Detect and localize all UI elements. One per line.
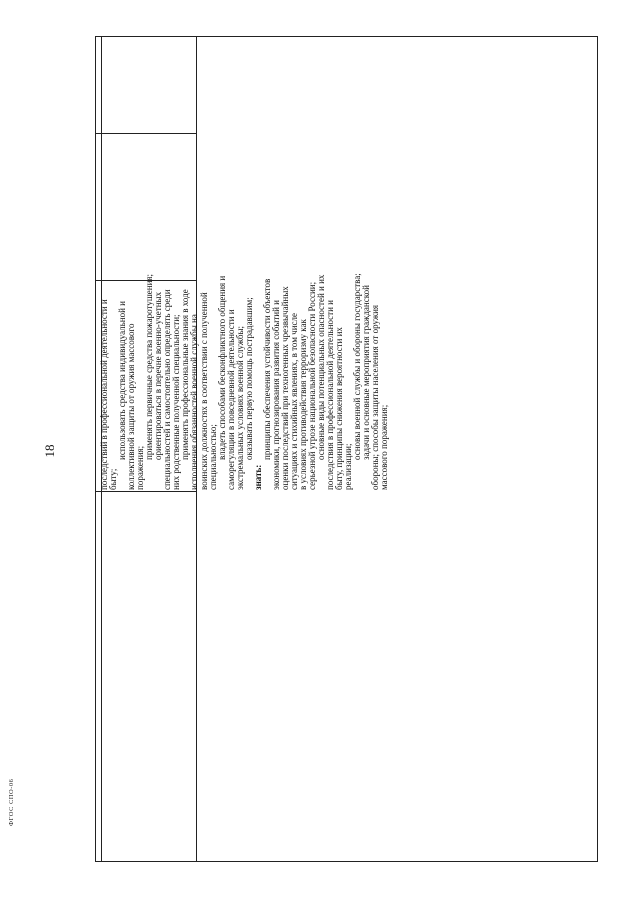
text-line: ситуациях и стихийных явлениях, в том числе [288, 312, 299, 490]
text-line: задачи и основные мероприятия гражданской [361, 285, 372, 460]
text-line: ориентироваться в перечне военно-учетных [153, 291, 164, 460]
text-line: быту; [108, 468, 119, 490]
text-line: основы военной службы и обороны государства; [352, 273, 363, 460]
page-number: 18 [42, 444, 57, 458]
section-heading-know: знать: [252, 464, 263, 490]
text-line: быту, принципы снижения вероятности их [334, 327, 345, 490]
text-line: коллективной защиты от оружия массового [126, 323, 137, 490]
text-line: массового поражения; [379, 404, 390, 490]
text-line: экономики, прогнозирования развития событий и [270, 300, 281, 490]
table-row-divider [96, 491, 196, 492]
text-line: экстремальных условиях военной службы; [234, 326, 245, 490]
text-line: принципы обеспечения устойчивости объектов [261, 278, 272, 460]
text-line: специальностью; [207, 424, 218, 490]
text-line: серьезной угрозе национальной безопасности России; [307, 281, 318, 490]
requirements-text-cell [100, 122, 492, 490]
text-line: специальностей и самостоятельно определять среди [162, 289, 173, 490]
text-line: основные виды потенциальных опасностей и их [316, 274, 327, 460]
text-line: поражения; [135, 445, 146, 490]
text-line: применять первичные средства пожаротушения; [144, 273, 155, 460]
text-line: последствия в профессиональной деятельности и [325, 300, 336, 490]
text-line: обороны; способы защиты населения от оружия [370, 304, 381, 490]
text-line: оказывать первую помощь пострадавшим; [243, 297, 254, 460]
text-line: них родственные полученной специальности; [171, 314, 182, 490]
text-line: воинских должностях в соответствии с полученной [198, 292, 209, 490]
text-line: исполнения обязанностей военной службы на [189, 314, 200, 490]
text-line: владеть способами бесконфликтного общения и [216, 275, 227, 460]
text-line: саморегуляции в повседневной деятельности и [225, 309, 236, 490]
footer-code: ФГОС СПО-06 [8, 778, 15, 826]
text-line: применять профессиональные знания в ходе [180, 289, 191, 460]
text-line: в условиях противодействия терроризму как [298, 319, 309, 490]
text-line: использовать средства индивидуальной и [117, 301, 128, 460]
text-line: реализации; [343, 443, 354, 490]
text-line: последствий в профессиональной деятельности и [99, 299, 109, 490]
text-line: оценки последствий при техногенных чрезвычайных [279, 286, 290, 490]
